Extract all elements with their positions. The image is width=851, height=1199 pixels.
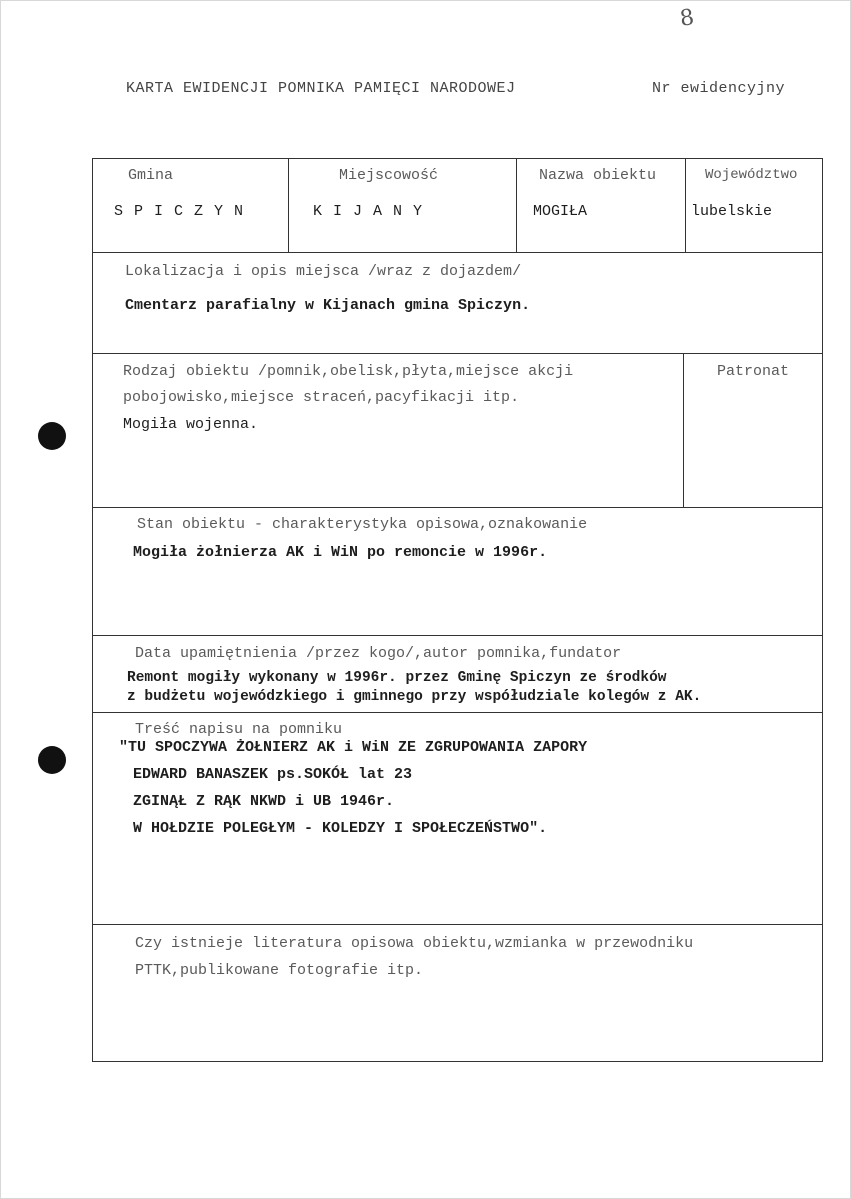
data-upamietnienia-value-line1: Remont mogiły wykonany w 1996r. przez Gminę Spiczyn ze środków — [127, 670, 667, 686]
tresc-line: "TU SPOCZYWA ŻOŁNIERZ AK i WiN ZE ZGRUPOWANIA ZAPORY — [119, 739, 588, 756]
row-divider — [93, 635, 822, 636]
column-divider — [685, 159, 686, 252]
gmina-value: S P I C Z Y N — [114, 203, 245, 220]
tresc-line: EDWARD BANASZEK ps.SOKÓŁ lat 23 — [133, 766, 413, 783]
row-divider — [93, 353, 822, 354]
data-upamietnienia-label: Data upamiętnienia /przez kogo/,autor pomnika,fundator — [135, 645, 622, 662]
handwritten-page-number: 8 — [678, 5, 696, 32]
lokalizacja-label: Lokalizacja i opis miejsca /wraz z dojazdem/ — [125, 263, 522, 280]
row-divider — [93, 924, 822, 925]
tresc-line: W HOŁDZIE POLEGŁYM - KOLEDZY I SPOŁECZEŃSTWO". — [133, 820, 548, 837]
column-divider — [683, 353, 684, 507]
tresc-line: ZGINĄŁ Z RĄK NKWD i UB 1946r. — [133, 793, 395, 810]
nazwa-obiektu-value: MOGIŁA — [533, 203, 588, 220]
column-divider — [516, 159, 517, 252]
row-divider — [93, 507, 822, 508]
stan-value: Mogiła żołnierza AK i WiN po remoncie w 1996r. — [133, 544, 548, 561]
lokalizacja-value: Cmentarz parafialny w Kijanach gmina Spiczyn. — [125, 297, 531, 314]
literatura-label-line2: PTTK,publikowane fotografie itp. — [135, 962, 424, 979]
wojewodztwo-value: lubelskie — [691, 203, 773, 220]
card-title: KARTA EWIDENCJI POMNIKA PAMIĘCI NARODOWEJ — [126, 80, 516, 97]
registry-number-label: Nr ewidencyjny — [652, 80, 786, 97]
punch-hole-icon — [38, 422, 66, 450]
nazwa-obiektu-label: Nazwa obiektu — [539, 167, 657, 184]
row-divider — [93, 252, 822, 253]
column-divider — [288, 159, 289, 252]
data-upamietnienia-value-line2: z budżetu wojewódzkiego i gminnego przy współudziale kolegów z AK. — [127, 689, 702, 705]
stan-label: Stan obiektu - charakterystyka opisowa,oznakowanie — [137, 516, 588, 533]
gmina-label: Gmina — [128, 167, 174, 184]
wojewodztwo-label: Województwo — [705, 167, 798, 183]
tresc-label: Treść napisu na pomniku — [135, 721, 343, 738]
rodzaj-label-line1: Rodzaj obiektu /pomnik,obelisk,płyta,miejsce akcji — [123, 363, 574, 380]
punch-hole-icon — [38, 746, 66, 774]
patronat-label: Patronat — [717, 363, 790, 380]
miejscowosc-label: Miejscowość — [339, 167, 439, 184]
rodzaj-value: Mogiła wojenna. — [123, 416, 259, 433]
rodzaj-label-line2: pobojowisko,miejsce straceń,pacyfikacji itp. — [123, 389, 520, 406]
record-form — [92, 158, 823, 1062]
row-divider — [93, 712, 822, 713]
miejscowosc-value: K I J A N Y — [313, 203, 424, 220]
literatura-label-line1: Czy istnieje literatura opisowa obiektu,wzmianka w przewodniku — [135, 935, 694, 952]
